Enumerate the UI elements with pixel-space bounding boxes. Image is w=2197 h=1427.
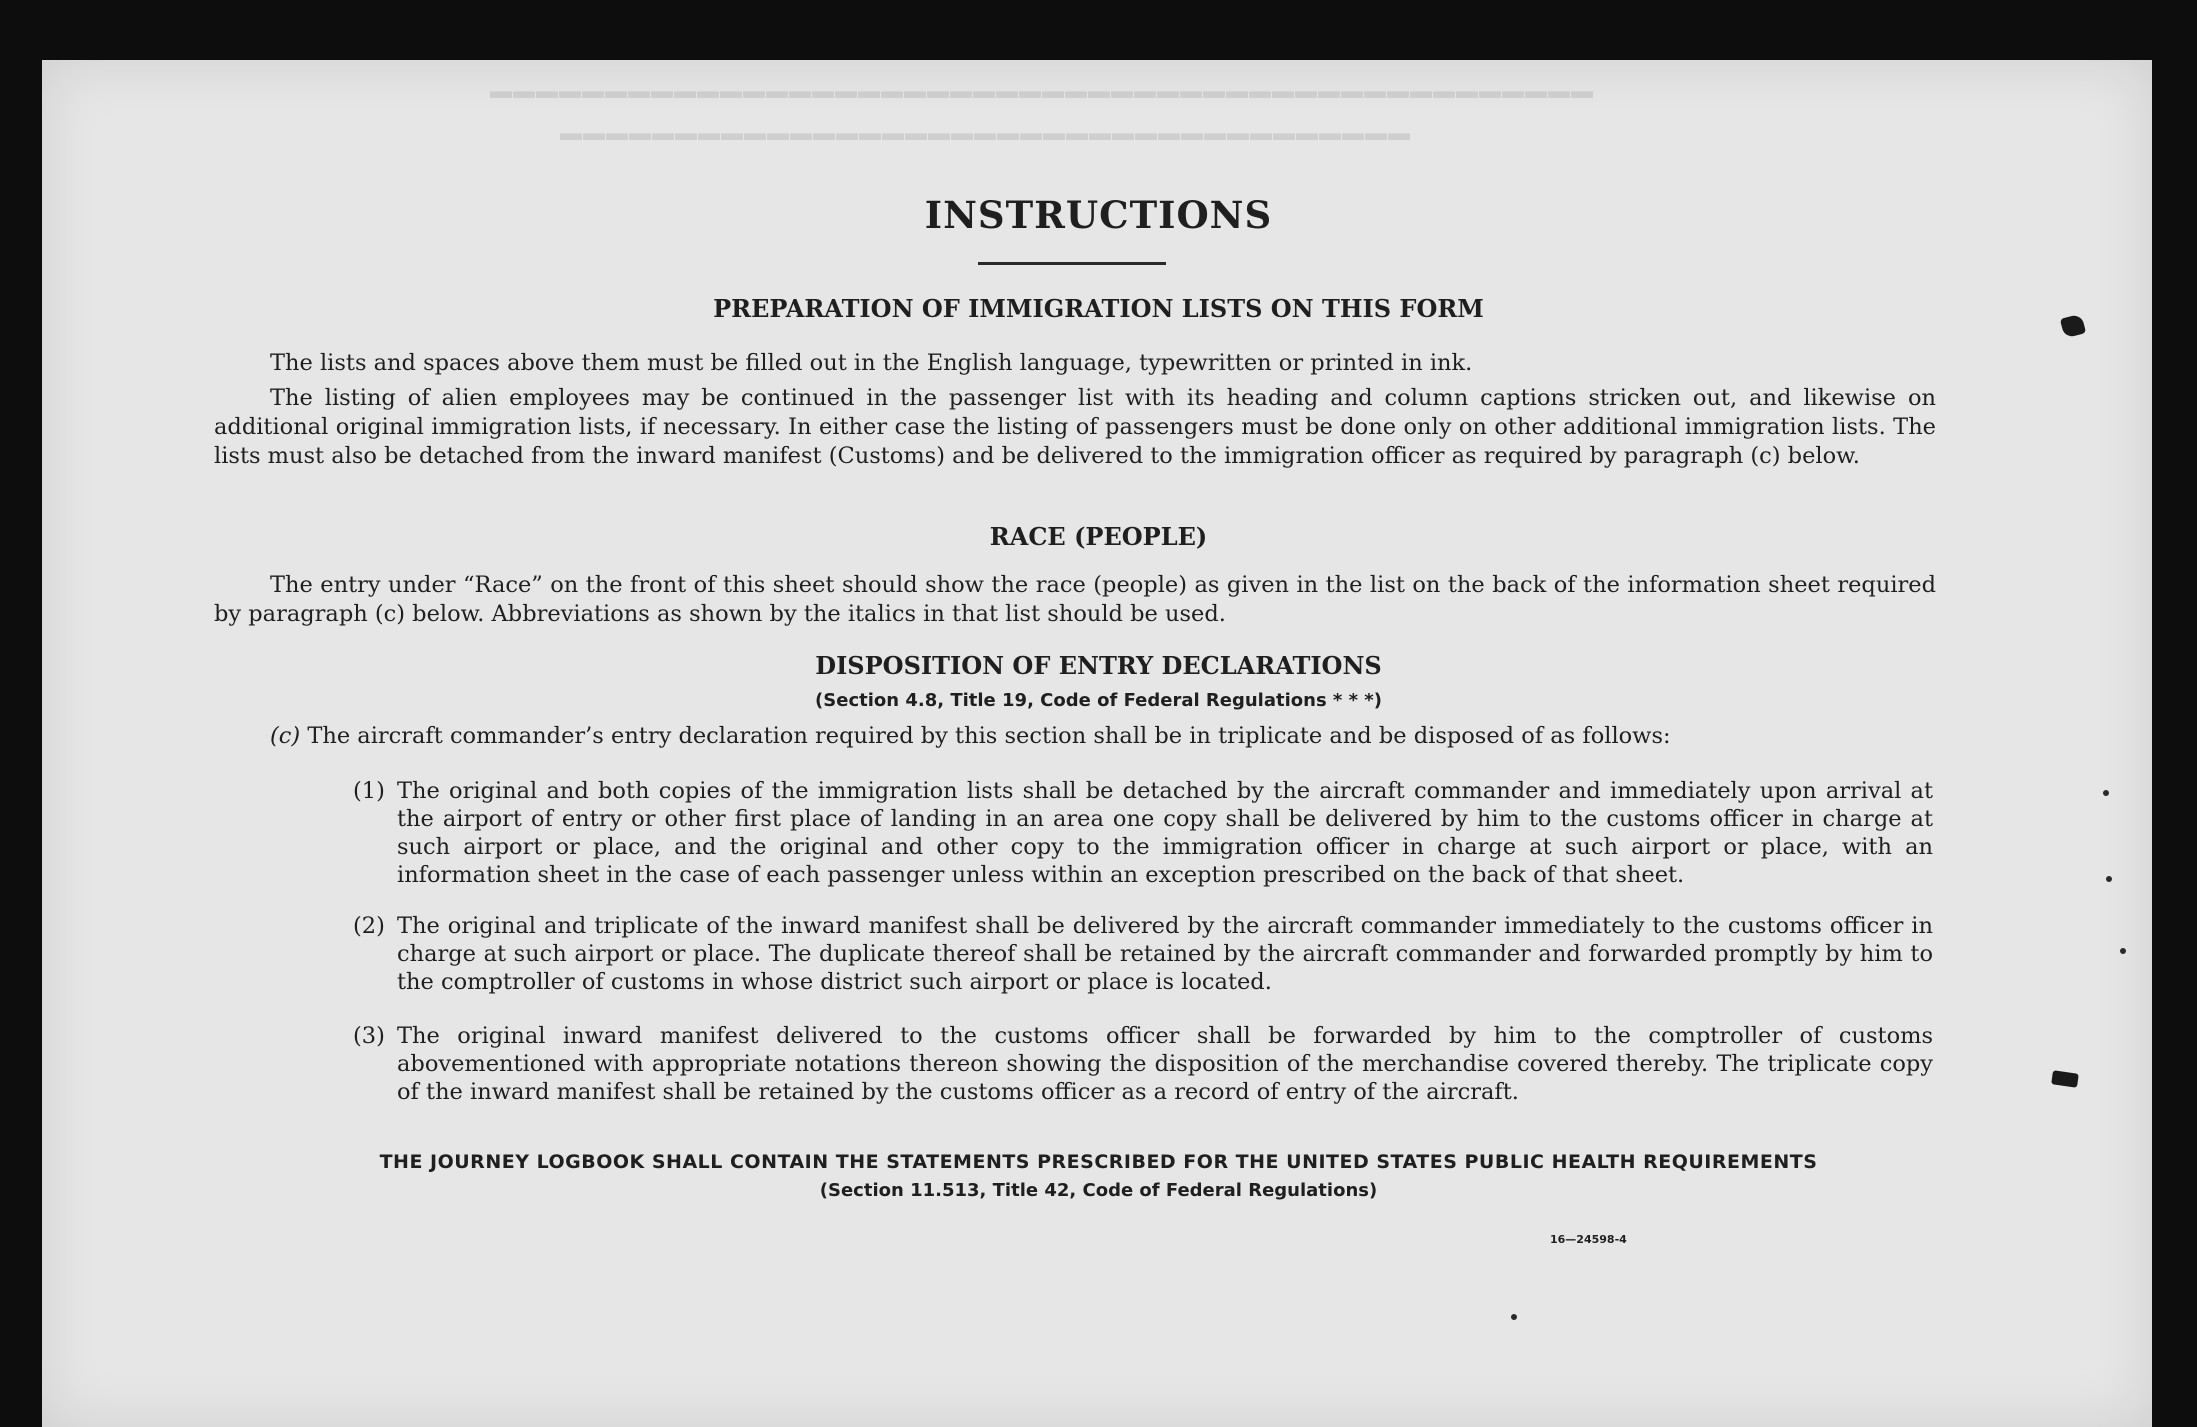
bleed-through-text: ▬▬▬▬▬▬▬▬▬▬▬▬▬▬▬▬▬▬▬▬▬▬▬▬▬▬▬▬▬▬▬▬▬▬▬▬▬▬▬▬▬▬▬▬▬▬▬▬ <box>490 78 1594 103</box>
section-heading-disposition: DISPOSITION OF ENTRY DECLARATIONS <box>815 651 1382 680</box>
bleed-through-text: ▬▬▬▬▬▬▬▬▬▬▬▬▬▬▬▬▬▬▬▬▬▬▬▬▬▬▬▬▬▬▬▬▬▬▬▬▬ <box>560 120 1411 145</box>
list-item-marker: (3) <box>353 1023 385 1049</box>
page-title: INSTRUCTIONS <box>924 193 1273 237</box>
form-number: 16—24598-4 <box>1550 1233 1627 1246</box>
paragraph-lists-language: The lists and spaces above them must be filled out in the English language, typewritten or printed in ink. <box>270 350 1473 376</box>
section-heading-preparation: PREPARATION OF IMMIGRATION LISTS ON THIS FORM <box>713 294 1484 323</box>
list-item <box>353 1022 1933 1106</box>
paragraph-c-text: The aircraft commander’s entry declaration required by this section shall be in triplicate and be disposed of as follows: <box>307 723 1671 749</box>
paragraph-c-lead <box>270 722 1936 751</box>
section-subheading-regulation: (Section 4.8, Title 19, Code of Federal Regulations * * *) <box>815 690 1382 711</box>
title-underline <box>978 262 1166 265</box>
list-item-text: The original and triplicate of the inward manifest shall be delivered by the aircraft commander immediately to the customs officer in charge at such airport or place. The duplicate thereof shall be retained by the aircraft commander and forwarded promptly by him to the comptroller of customs in whose district such airport or place is located. <box>397 913 1933 995</box>
scan-speck <box>2103 790 2109 796</box>
scan-speck <box>2106 876 2112 882</box>
footer-regulation: (Section 11.513, Title 42, Code of Federal Regulations) <box>819 1180 1378 1201</box>
paragraph-marker: (c) <box>270 723 301 749</box>
paragraph-race: The entry under “Race” on the front of this sheet should show the race (people) as given in the list on the back of the information sheet required by paragraph (c) below. Abbreviations as shown by the italics in that list should be used. <box>214 572 1936 627</box>
paragraph-alien-employees: The listing of alien employees may be continued in the passenger list with its heading and column captions stricken out, and likewise on additional original immigration lists, if necessary. In either case the listing of passengers must be done only on other additional immigration lists. The lists must also be detached from the inward manifest (Customs) and be delivered to the immigration officer as required by paragraph (c) below. <box>214 385 1936 469</box>
list-item <box>353 912 1933 996</box>
list-item-marker: (2) <box>353 913 385 939</box>
footer-statement: THE JOURNEY LOGBOOK SHALL CONTAIN THE STATEMENTS PRESCRIBED FOR THE UNITED STATES PUBLIC HEALTH REQUIREMENTS <box>379 1151 1818 1173</box>
list-item-marker: (1) <box>353 778 385 804</box>
list-item <box>353 777 1933 889</box>
list-item-text: The original and both copies of the immigration lists shall be detached by the aircraft commander and immediately upon arrival at the airport of entry or other first place of landing in an area one copy shall be delivered by him to the customs officer in charge at such airport or place, and the original and other copy to the immigration officer in charge at such airport or place, with an information sheet in the case of each passenger unless within an exception prescribed on the back of that sheet. <box>397 778 1933 888</box>
list-item-text: The original inward manifest delivered to the customs officer shall be forwarded by him to the comptroller of customs abovementioned with appropriate notations thereon showing the disposition of the merchandise covered thereby. The triplicate copy of the inward manifest shall be retained by the customs officer as a record of entry of the aircraft. <box>397 1023 1933 1105</box>
section-heading-race: RACE (PEOPLE) <box>989 522 1208 551</box>
scan-speck <box>2120 948 2126 954</box>
scan-speck <box>1511 1314 1517 1320</box>
